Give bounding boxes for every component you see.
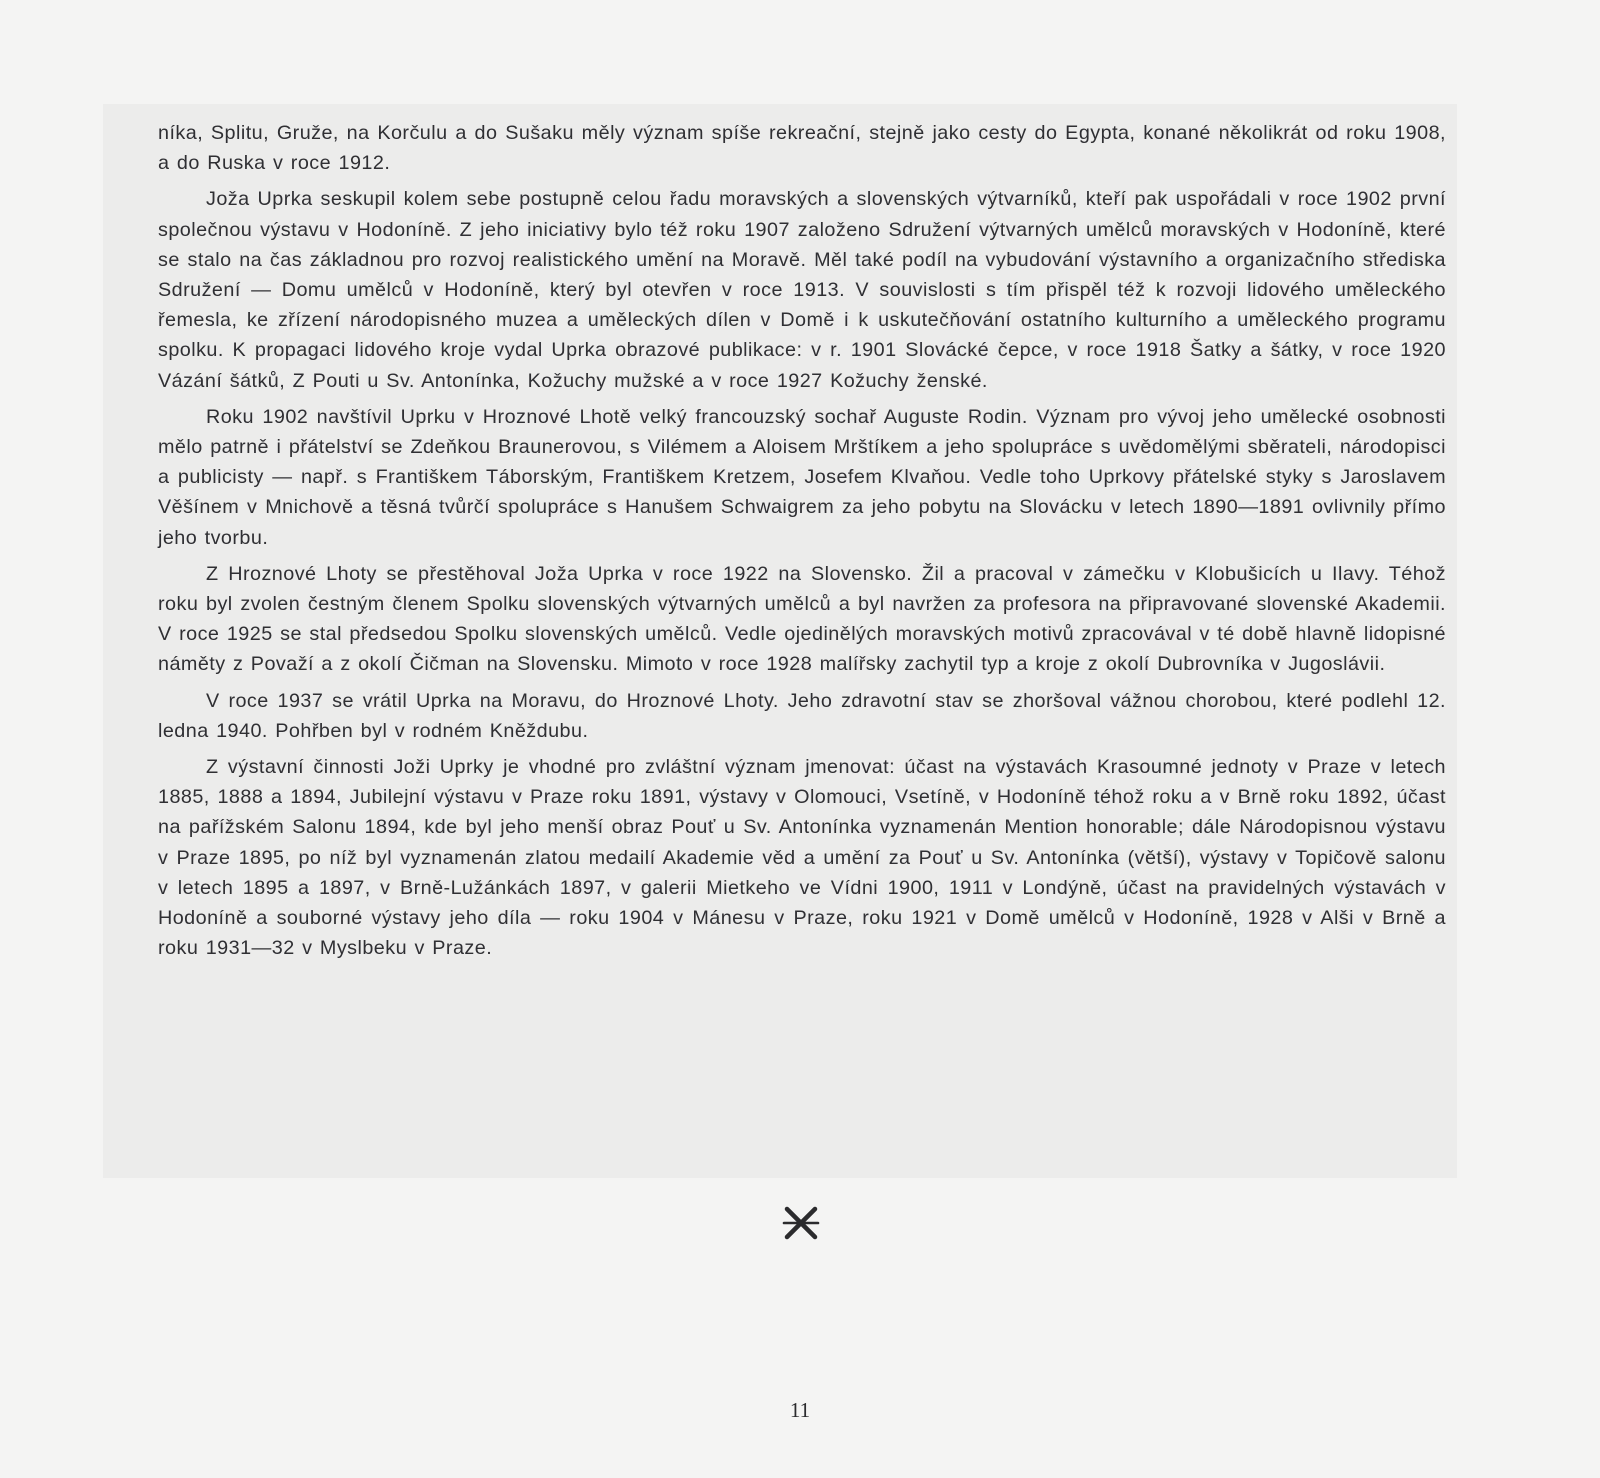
text-body xyxy=(158,118,1446,969)
paragraph-2: Joža Uprka seskupil kolem sebe postupně celou řadu moravských a slovenských výtvarníků, kteří pak uspořádali v roce 1902 první společnou výstavu v Hodoníně. Z jeho iniciativy bylo též roku 1907 založeno Sdružení výtvarných umělců moravských v Hodoníně, které se stalo na čas základnou pro rozvoj realistického umění na Moravě. Měl také podíl na vybudování výstavního a organizačního střediska Sdružení — Domu umělců v Hodoníně, který byl otevřen v roce 1913. V souvislosti s tím přispěl též k rozvoji lidového uměleckého řemesla, ke zřízení národopisného muzea a uměleckých dílen v Domě i k uskutečňování ostatního kulturního a uměleckého programu spolku. K propagaci lidového kroje vydal Uprka obrazové publikace: v r. 1901 Slovácké čepce, v roce 1918 Šatky a šátky, v roce 1920 Vázání šátků, Z Pouti u Sv. Antonínka, Kožuchy mužské a v roce 1927 Kožuchy ženské. xyxy=(158,188,1446,392)
paragraph-1: níka, Splitu, Gruže, na Korčulu a do Sušaku měly význam spíše rekreační, stejně jako cesty do Egypta, konané několikrát od roku 1908, a do Ruska v roce 1912. xyxy=(158,122,1446,175)
page-number: 11 xyxy=(789,1398,811,1422)
paragraph-5: V roce 1937 se vrátil Uprka na Moravu, do Hroznové Lhoty. Jeho zdravotní stav se zhoršoval vážnou chorobou, které podlehl 12. ledna 1940. Pohřben byl v rodném Kněždubu. xyxy=(158,689,1446,742)
paragraph-3: Roku 1902 navštívil Uprku v Hroznové Lhotě velký francouzský sochař Auguste Rodin. Význam pro vývoj jeho umělecké osobnosti mělo patrně i přátelství se Zdeňkou Braunerovou, s Vilémem a Aloisem Mrštíkem a jeho spolupráce s uvědomělými sběrateli, národopisci a publicisty — např. s Františkem Táborským, Františkem Kretzem, Josefem Klvaňou. Vedle toho Uprkovy přátelské styky s Jaroslavem Věšínem v Mnichově a těsná tvůrčí spolupráce s Hanušem Schwaigrem za jeho pobytu na Slovácku v letech 1890—1891 ovlivnily přímo jeho tvorbu. xyxy=(158,405,1446,549)
asterisk-ornament-icon xyxy=(778,1200,824,1246)
paragraph-6: Z výstavní činnosti Joži Uprky je vhodné pro zvláštní význam jmenovat: účast na výstavách Krasoumné jednoty v Praze v letech 1885, 1888 a 1894, Jubilejní výstavu v Praze roku 1891, výstavy v Olomouci, Vsetíně, v Hodoníně téhož roku a v Brně roku 1892, účast na pařížském Salonu 1894, kde byl jeho menší obraz Pouť u Sv. Antonínka vyznamenán Mention honorable; dále Národopisnou výstavu v Praze 1895, po níž byl vyznamenán zlatou medailí Akademie věd a umění za Pouť u Sv. Antonínka (větší), výstavy v Topičově salonu v letech 1895 a 1897, v Brně-Lužánkách 1897, v galerii Mietkeho ve Vídni 1900, 1911 v Londýně, účast na pravidelných výstavách v Hodoníně a souborné výstavy jeho díla — roku 1904 v Mánesu v Praze, roku 1921 v Domě umělců v Hodoníně, 1928 v Alši v Brně a roku 1931—32 v Myslbeku v Praze. xyxy=(158,756,1446,960)
paragraph-4: Z Hroznové Lhoty se přestěhoval Joža Uprka v roce 1922 na Slovensko. Žil a pracoval v zámečku v Klobušicích u Ilavy. Téhož roku byl zvolen čestným členem Spolku slovenských výtvarných umělců a byl navržen za profesora na připravované slovenské Akademii. V roce 1925 se stal předsedou Spolku slovenských umělců. Vedle ojedinělých moravských motivů zpracovával v té době hlavně lidopisné náměty z Považí a z okolí Čičman na Slovensku. Mimoto v roce 1928 malířsky zachytil typ a kroje z okolí Dubrovníka v Jugoslávii. xyxy=(158,562,1446,676)
